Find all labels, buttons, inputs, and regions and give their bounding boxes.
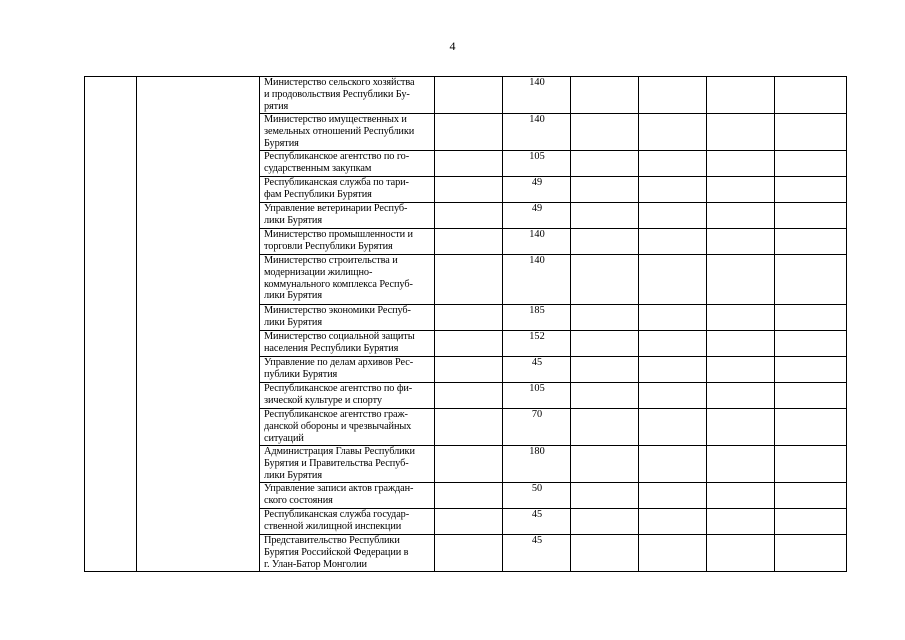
empty-cell xyxy=(639,331,707,357)
empty-cell xyxy=(435,203,503,229)
empty-cell xyxy=(571,357,639,383)
empty-cell xyxy=(639,255,707,305)
organization-name-cell: Министерство строительства и модернизации жилищно- коммунального комплекса Респуб- лики Бурятия xyxy=(260,255,435,305)
empty-cell xyxy=(639,383,707,409)
empty-cell xyxy=(639,357,707,383)
empty-cell xyxy=(707,483,775,509)
organization-name-cell: Республиканская служба по тари- фам Республики Бурятия xyxy=(260,177,435,203)
empty-cell xyxy=(707,446,775,483)
empty-cell xyxy=(775,305,847,331)
empty-cell xyxy=(435,535,503,572)
empty-cell xyxy=(707,305,775,331)
empty-cell xyxy=(707,357,775,383)
empty-cell xyxy=(775,177,847,203)
organization-name-cell: Министерство экономики Респуб- лики Бурятия xyxy=(260,305,435,331)
empty-cell xyxy=(435,255,503,305)
empty-cell xyxy=(639,229,707,255)
empty-cell xyxy=(707,535,775,572)
empty-cell xyxy=(435,446,503,483)
empty-cell xyxy=(707,383,775,409)
empty-cell xyxy=(435,409,503,446)
empty-cell xyxy=(775,114,847,151)
empty-cell xyxy=(775,229,847,255)
empty-cell xyxy=(775,151,847,177)
empty-cell xyxy=(435,229,503,255)
empty-cell xyxy=(571,114,639,151)
empty-cell xyxy=(571,177,639,203)
empty-cell xyxy=(639,509,707,535)
empty-cell xyxy=(775,255,847,305)
empty-cell xyxy=(707,151,775,177)
empty-cell xyxy=(571,509,639,535)
amount-cell: 152 xyxy=(503,331,571,357)
program-name-cell xyxy=(137,77,260,572)
amount-cell: 180 xyxy=(503,446,571,483)
empty-cell xyxy=(775,357,847,383)
empty-cell xyxy=(435,177,503,203)
empty-cell xyxy=(435,151,503,177)
amount-cell: 49 xyxy=(503,203,571,229)
amount-cell: 105 xyxy=(503,383,571,409)
amount-cell: 49 xyxy=(503,177,571,203)
organization-name-cell: Республиканское агентство граж- данской обороны и чрезвычайных ситуаций xyxy=(260,409,435,446)
empty-cell xyxy=(639,483,707,509)
amount-cell: 140 xyxy=(503,77,571,114)
empty-cell xyxy=(571,305,639,331)
budget-table xyxy=(84,76,847,572)
organization-name-cell: Министерство сельского хозяйства и продовольствия Республики Бу- рятия xyxy=(260,77,435,114)
empty-cell xyxy=(775,509,847,535)
amount-cell: 45 xyxy=(503,509,571,535)
table-body xyxy=(85,77,847,572)
empty-cell xyxy=(571,151,639,177)
empty-cell xyxy=(639,535,707,572)
empty-cell xyxy=(435,77,503,114)
empty-cell xyxy=(435,331,503,357)
amount-cell: 105 xyxy=(503,151,571,177)
empty-cell xyxy=(571,483,639,509)
amount-cell: 185 xyxy=(503,305,571,331)
empty-cell xyxy=(707,114,775,151)
organization-name-cell: Республиканское агентство по фи- зической культуре и спорту xyxy=(260,383,435,409)
empty-cell xyxy=(435,305,503,331)
empty-cell xyxy=(571,535,639,572)
organization-name-cell: Министерство социальной защиты населения Республики Бурятия xyxy=(260,331,435,357)
empty-cell xyxy=(775,446,847,483)
amount-cell: 140 xyxy=(503,255,571,305)
empty-cell xyxy=(707,409,775,446)
empty-cell xyxy=(639,177,707,203)
empty-cell xyxy=(435,509,503,535)
empty-cell xyxy=(435,114,503,151)
empty-cell xyxy=(639,203,707,229)
organization-name-cell: Республиканская служба государ- ственной жилищной инспекции xyxy=(260,509,435,535)
empty-cell xyxy=(571,331,639,357)
organization-name-cell: Управление ветеринарии Респуб- лики Бурятия xyxy=(260,203,435,229)
empty-cell xyxy=(571,229,639,255)
amount-cell: 45 xyxy=(503,357,571,383)
empty-cell xyxy=(639,446,707,483)
empty-cell xyxy=(775,331,847,357)
empty-cell xyxy=(707,229,775,255)
empty-cell xyxy=(707,255,775,305)
amount-cell: 70 xyxy=(503,409,571,446)
empty-cell xyxy=(707,509,775,535)
page-number: 4 xyxy=(449,39,456,53)
empty-cell xyxy=(435,483,503,509)
empty-cell xyxy=(775,535,847,572)
amount-cell: 50 xyxy=(503,483,571,509)
empty-cell xyxy=(571,446,639,483)
organization-name-cell: Министерство промышленности и торговли Республики Бурятия xyxy=(260,229,435,255)
amount-cell: 140 xyxy=(503,114,571,151)
amount-cell: 140 xyxy=(503,229,571,255)
empty-cell xyxy=(435,357,503,383)
organization-name-cell: Администрация Главы Республики Бурятия и Правительства Респуб- лики Бурятия xyxy=(260,446,435,483)
empty-cell xyxy=(775,383,847,409)
empty-cell xyxy=(571,383,639,409)
empty-cell xyxy=(639,409,707,446)
row-number-cell xyxy=(85,77,137,572)
empty-cell xyxy=(571,409,639,446)
empty-cell xyxy=(435,383,503,409)
empty-cell xyxy=(639,77,707,114)
table-row xyxy=(85,77,847,114)
organization-name-cell: Республиканское агентство по го- сударственным закупкам xyxy=(260,151,435,177)
empty-cell xyxy=(571,77,639,114)
empty-cell xyxy=(707,331,775,357)
organization-name-cell: Управление записи актов граждан- ского состояния xyxy=(260,483,435,509)
empty-cell xyxy=(707,77,775,114)
empty-cell xyxy=(639,151,707,177)
organization-name-cell: Министерство имущественных и земельных отношений Республики Бурятия xyxy=(260,114,435,151)
empty-cell xyxy=(775,203,847,229)
amount-cell: 45 xyxy=(503,535,571,572)
empty-cell xyxy=(571,203,639,229)
organization-name-cell: Представительство Республики Бурятия Российской Федерации в г. Улан-Батор Монголии xyxy=(260,535,435,572)
empty-cell xyxy=(639,305,707,331)
empty-cell xyxy=(775,409,847,446)
empty-cell xyxy=(775,77,847,114)
empty-cell xyxy=(775,483,847,509)
empty-cell xyxy=(707,203,775,229)
empty-cell xyxy=(571,255,639,305)
organization-name-cell: Управление по делам архивов Рес- публики Бурятия xyxy=(260,357,435,383)
empty-cell xyxy=(639,114,707,151)
empty-cell xyxy=(707,177,775,203)
